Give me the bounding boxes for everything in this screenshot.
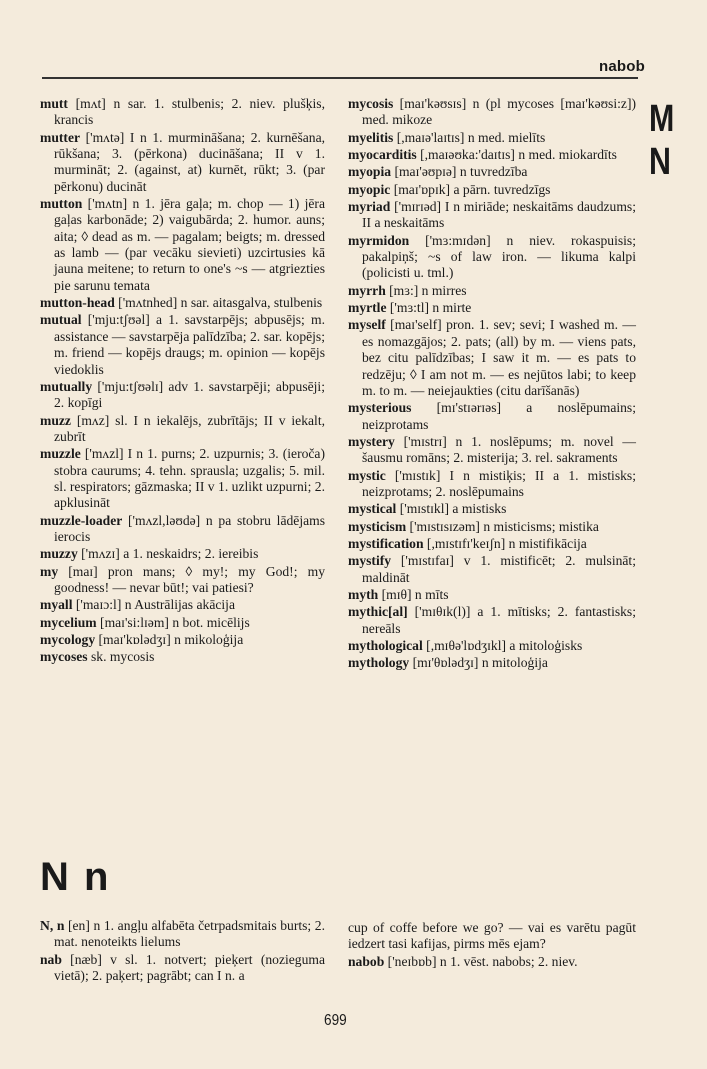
- entry-headword: muzzy: [40, 546, 78, 562]
- entry-headword: mutually: [40, 378, 93, 394]
- dictionary-entry: [348, 164, 636, 180]
- entry-definition: ['mɪstɪfaɪ] v 1. mistificēt; 2. mulsināt; maldināt: [362, 553, 636, 585]
- entry-definition: cup of coffe before we go? — vai es varētu pagūt iedzert tasi kafijas, pirms mēs ejam?: [348, 920, 636, 952]
- dictionary-entry: [348, 300, 636, 316]
- entry-headword: mycology: [40, 632, 96, 647]
- entry-headword: mysterious: [348, 400, 412, 416]
- entry-headword: nabob: [348, 953, 385, 969]
- entry-headword: myself: [348, 317, 386, 333]
- entry-definition: ['mʌtnhed] n sar. aitasgalva, stulbenis: [114, 295, 323, 311]
- dictionary-entry: [348, 400, 636, 433]
- entry-definition: ['mɪstɪsɪzəm] n misticisms; mistika: [406, 518, 599, 534]
- dictionary-entry: [348, 317, 636, 399]
- entry-headword: mystical: [348, 501, 397, 517]
- entry-headword: muzz: [40, 412, 71, 428]
- entry-headword: myrrh: [348, 282, 386, 298]
- dictionary-entry: [40, 413, 325, 446]
- entry-definition: sk. mycosis: [87, 649, 155, 665]
- section-letter: N n: [40, 855, 111, 899]
- dictionary-entry: [348, 920, 636, 953]
- entry-definition: ['maɪɔ:l] n Austrālijas akācija: [72, 597, 235, 613]
- entry-definition: [maɪ] pron mans; ◊ my!; my God!; my goodness! — nevar būt!; vai patiesi?: [54, 563, 325, 595]
- entry-definition: [maɪ'self] pron. 1. sev; sevi; I washed m. — es nomazgājos; 2. pats; (all) by m. — viens pats, bez citu palīdzības; I saw it m. — es pats to redzēju; ◊ I am not m. — es nejūtos labi; to keep m. to m. — neiejaukties (citu darīšanās): [362, 317, 636, 398]
- left-column: [40, 96, 325, 667]
- dictionary-entry: [348, 233, 636, 282]
- dictionary-entry: [40, 130, 325, 195]
- entry-definition: [mɪ'stɪərɪəs] a noslēpumains; neizprotams: [362, 400, 636, 432]
- entry-headword: mycelium: [40, 614, 97, 630]
- dictionary-entry: [348, 604, 636, 637]
- entry-definition: ['mʌzl,ləʊdə] n pa stobru lādējams ierocis: [54, 512, 325, 544]
- entry-definition: ['mɪstrɪ] n 1. noslēpums; m. novel — šausmu romāns; 2. misterija; 3. rel. sakraments: [362, 433, 636, 466]
- entry-definition: [maɪ'si:lɪəm] n bot. micēlijs: [96, 614, 250, 630]
- entry-definition: [maɪ'kəʊsɪs] n (pl mycoses [maɪ'kəʊsi:z]) med. mikoze: [362, 96, 636, 128]
- entry-definition: ['mɪrɪəd] I n miriāde; neskaitāms daudzums; II a neskaitāms: [362, 199, 636, 231]
- entry-definition: ['mɜ:tl] n mirte: [386, 300, 472, 316]
- entry-headword: mystification: [348, 535, 424, 551]
- thumb-index-m: M: [649, 98, 675, 140]
- dictionary-entry: [40, 295, 325, 311]
- entry-definition: ['mɪstɪk] I n mistiķis; II a 1. mistisks; neizprotams; 2. noslēpumains: [362, 467, 636, 499]
- entry-headword: myrtle: [348, 300, 387, 316]
- dictionary-entry: [348, 501, 636, 517]
- header-rule: [42, 77, 638, 79]
- dictionary-entry: [40, 196, 325, 294]
- entry-headword: mystery: [348, 433, 395, 449]
- entry-headword: myopia: [348, 164, 392, 180]
- dictionary-entry: [40, 952, 325, 985]
- entry-headword: myall: [40, 597, 73, 613]
- entry-definition: ['mɪstɪkl] a mistisks: [396, 501, 507, 517]
- entry-headword: mythology: [348, 655, 410, 671]
- dictionary-entry: [40, 379, 325, 412]
- entry-headword: mutton: [40, 196, 83, 212]
- entry-definition: ['mju:tʃʊəl] a 1. savstarpējs; abpusējs; m. assistance — savstarpēja palīdzība; 2. sar. kopējs; m. friend — kopējs draugs; m. opinion — kopējs viedoklis: [54, 312, 325, 377]
- dictionary-entry: [348, 587, 636, 603]
- entry-definition: [,mɪstɪfɪ'keɪʃn] n mistifikācija: [423, 535, 587, 551]
- entry-definition: [mʌt] n sar. 1. stulbenis; 2. niev. plušķis, krancis: [54, 96, 325, 128]
- entry-definition: [næb] v sl. 1. notvert; pieķert (noziegumа vietā); 2. paķert; pagrābt; can I n. a: [54, 951, 325, 984]
- right-column-section-n: [348, 920, 636, 971]
- entry-definition: [mɪ'θɒlədʒɪ] n mitoloģija: [409, 655, 548, 671]
- entry-definition: ['mʌtə] I n 1. murmināšana; 2. kurnēšana, rūkšana; 3. (pērkona) ducināšana; II v 1. murmināt; 2. (against, at) kurnēt, rūkt; 3. (par pērkonu) ducināt: [54, 129, 325, 194]
- entry-headword: mycoses: [40, 649, 88, 665]
- entry-headword: myelitis: [348, 129, 394, 145]
- entry-definition: [mʌz] sl. I n iekalējs, zubrītājs; II v iekalt, zubrīt: [54, 412, 325, 444]
- dictionary-entry: [40, 632, 325, 648]
- entry-headword: muzzle: [40, 446, 81, 462]
- entry-headword: mythological: [348, 638, 423, 653]
- dictionary-entry: [348, 638, 636, 654]
- entry-headword: myopic: [348, 181, 391, 197]
- dictionary-entry: [348, 434, 636, 467]
- entry-definition: ['mʌtn] n 1. jēra gaļa; m. chop — 1) jēra gaļas karbonāde; 2) vaigubārda; 2. humor. auns; aita; ◊ dead as m. — pagalam; beigts; m. dressed as lamb — (par vecāku sievieti) uzcirtusies kā jauna meitene; to return to one's ~s — atgriezties pie sarunu temata: [54, 196, 325, 293]
- dictionary-entry: [348, 130, 636, 146]
- entry-headword: N, n: [40, 918, 65, 933]
- entry-definition: [maɪ'əʊpɪə] n tuvredzība: [391, 164, 528, 180]
- dictionary-entry: [348, 655, 636, 671]
- dictionary-entry: [348, 283, 636, 299]
- dictionary-entry: [40, 96, 325, 129]
- entry-definition: [,maɪəʊka:'daɪtɪs] n med. miokardīts: [416, 147, 617, 163]
- dictionary-entry: [40, 546, 325, 562]
- entry-definition: [mɜ:] n mirres: [385, 282, 467, 298]
- dictionary-entry: [348, 147, 636, 163]
- entry-definition: ['mɜ:mɪdən] n niev. rokaspuisis; pakalpiņš; ~s of law iron. — likuma kalpi (policisti u. tml.): [362, 232, 636, 281]
- dictionary-entry: [348, 96, 636, 129]
- entry-definition: [maɪ'ɒpɪk] a pārn. tuvredzīgs: [390, 181, 551, 197]
- entry-headword: mystify: [348, 553, 392, 569]
- dictionary-entry: [40, 446, 325, 511]
- dictionary-entry: [348, 553, 636, 586]
- entry-headword: mystic: [348, 467, 386, 483]
- dictionary-entry: [40, 513, 325, 546]
- entry-definition: ['neɪbɒb] n 1. vēst. nabobs; 2. niev.: [384, 953, 578, 969]
- entry-headword: mutter: [40, 129, 81, 145]
- entry-headword: mutt: [40, 96, 68, 111]
- entry-definition: ['mɪθɪk(l)] a 1. mītisks; 2. fantastisks; nereāls: [362, 604, 636, 636]
- page-number: 699: [324, 1012, 347, 1029]
- dictionary-entry: [348, 519, 636, 535]
- entry-definition: [,mɪθə'lɒdʒɪkl] a mitoloģisks: [422, 638, 583, 653]
- entry-definition: ['mju:tʃʊəlɪ] adv 1. savstarpēji; abpusēji; 2. kopīgi: [54, 378, 325, 411]
- entry-definition: ['mʌzɪ] a 1. neskaidrs; 2. iereibis: [77, 546, 259, 562]
- dictionary-entry: [348, 468, 636, 501]
- dictionary-entry: [348, 536, 636, 552]
- entry-headword: myriad: [348, 199, 391, 215]
- entry-headword: mythic[al]: [348, 604, 408, 620]
- dictionary-entry: [40, 918, 325, 951]
- running-head: nabob: [599, 58, 645, 75]
- entry-headword: nab: [40, 951, 62, 967]
- entry-headword: myrmidon: [348, 232, 410, 248]
- dictionary-entry: [40, 597, 325, 613]
- dictionary-entry: [40, 564, 325, 597]
- dictionary-entry: [348, 182, 636, 198]
- dictionary-entry: [348, 199, 636, 232]
- entry-headword: my: [40, 563, 59, 579]
- entry-headword: mysticism: [348, 518, 407, 534]
- entry-definition: ['mʌzl] I n 1. purns; 2. uzpurnis; 3. (ieroča) stobra caurums; 4. tehn. sprausla; uzgalis; 5. mil. sl. respirators; gāzmaska; II v 1. uzlikt uzpurni; 2. apklusināt: [54, 446, 325, 511]
- entry-headword: myth: [348, 586, 379, 602]
- dictionary-entry: [40, 312, 325, 377]
- dictionary-entry: [40, 649, 325, 665]
- left-column-section-n: [40, 918, 325, 985]
- entry-headword: mutton-head: [40, 295, 115, 311]
- entry-definition: [mɪθ] n mīts: [378, 586, 449, 602]
- right-column: [348, 96, 636, 673]
- entry-headword: mycosis: [348, 96, 394, 111]
- entry-definition: [,maɪə'laɪtɪs] n med. mielīts: [393, 129, 546, 145]
- entry-definition: [maɪ'kɒlədʒɪ] n mikoloģija: [95, 632, 244, 647]
- entry-definition: [en] n 1. angļu alfabēta četrpadsmitais burts; 2. mat. nenoteikts lielums: [54, 918, 325, 950]
- entry-headword: mutual: [40, 312, 82, 328]
- thumb-index-n: N: [649, 141, 671, 183]
- dictionary-entry: [40, 615, 325, 631]
- entry-headword: myocarditis: [348, 147, 417, 163]
- entry-headword: muzzle-loader: [40, 512, 123, 528]
- dictionary-entry: [348, 954, 636, 970]
